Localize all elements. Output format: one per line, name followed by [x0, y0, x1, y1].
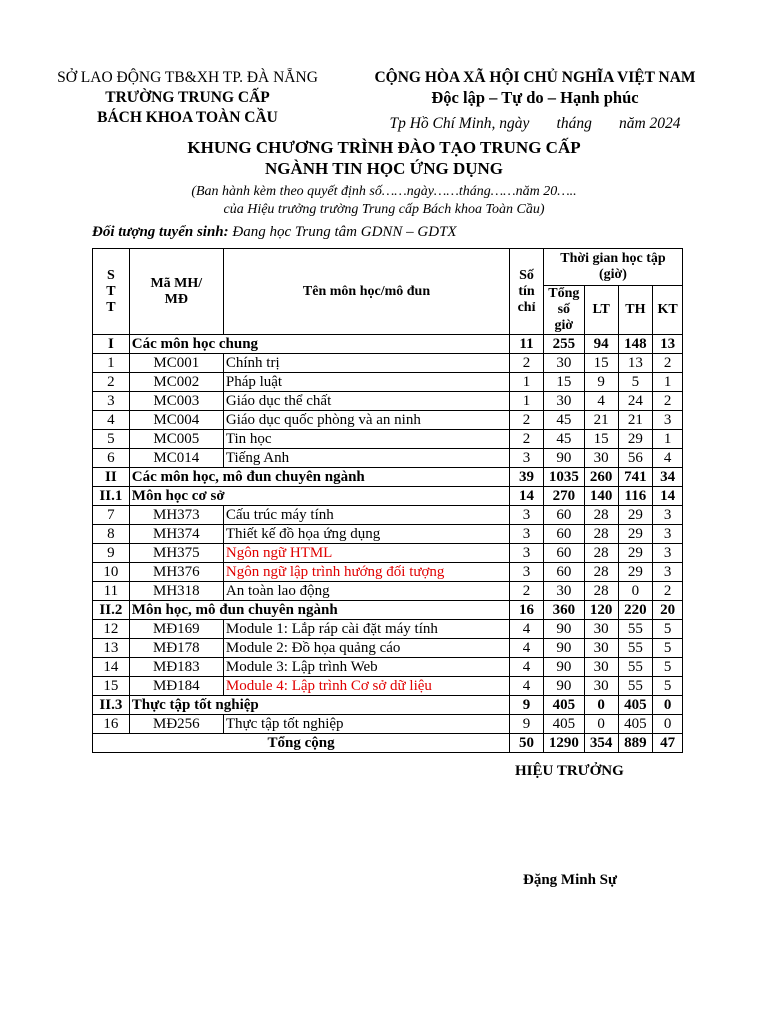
lt-cell: 94	[584, 335, 618, 354]
kt-cell: 3	[653, 411, 683, 430]
group-title-cell: Môn học cơ sở	[129, 487, 509, 506]
total-hours-cell: 30	[543, 392, 584, 411]
total-hours-cell: 90	[543, 639, 584, 658]
lt-cell: 0	[584, 696, 618, 715]
total-hours-cell: 60	[543, 525, 584, 544]
lt-cell: 30	[584, 639, 618, 658]
table-row	[93, 639, 683, 658]
credits-cell: 16	[510, 601, 544, 620]
subject-name-cell: Tiếng Anh	[223, 449, 509, 468]
subject-name-cell: Pháp luật	[223, 373, 509, 392]
total-lt-cell: 354	[584, 734, 618, 753]
credits-cell: 9	[510, 696, 544, 715]
stt-cell: 7	[93, 506, 130, 525]
stt-cell: 15	[93, 677, 130, 696]
header-code: Mã MH/ MĐ	[129, 249, 223, 335]
subject-name-cell: Module 3: Lập trình Web	[223, 658, 509, 677]
table-row	[93, 430, 683, 449]
total-kt-cell: 47	[653, 734, 683, 753]
total-hours-cell: 360	[543, 601, 584, 620]
kt-cell: 3	[653, 563, 683, 582]
stt-cell: II.2	[93, 601, 130, 620]
th-cell: 55	[618, 639, 653, 658]
stt-cell: 16	[93, 715, 130, 734]
stt-cell: II.1	[93, 487, 130, 506]
header-right	[355, 68, 715, 134]
code-cell: MH374	[129, 525, 223, 544]
table-group-row	[93, 601, 683, 620]
note-line1: (Ban hành kèm theo quyết định số……ngày……tháng……năm 20…..	[191, 184, 577, 199]
credits-cell: 2	[510, 354, 544, 373]
total-hours-cell: 30	[543, 354, 584, 373]
title-line2: NGÀNH TIN HỌC ỨNG DỤNG	[264, 159, 503, 178]
code-cell: MH376	[129, 563, 223, 582]
stt-cell: 9	[93, 544, 130, 563]
code-cell: MC001	[129, 354, 223, 373]
subject-name-cell: Module 4: Lập trình Cơ sở dữ liệu	[223, 677, 509, 696]
lt-cell: 9	[584, 373, 618, 392]
th-cell: 55	[618, 620, 653, 639]
credits-cell: 39	[510, 468, 544, 487]
code-cell: MĐ183	[129, 658, 223, 677]
kt-cell: 4	[653, 449, 683, 468]
total-hours-cell: 1290	[543, 734, 584, 753]
code-cell: MĐ178	[129, 639, 223, 658]
subject-name-cell: Giáo dục quốc phòng và an ninh	[223, 411, 509, 430]
kt-cell: 2	[653, 392, 683, 411]
th-cell: 21	[618, 411, 653, 430]
stt-cell: 5	[93, 430, 130, 449]
th-cell: 5	[618, 373, 653, 392]
decision-note	[0, 183, 768, 219]
group-title-cell: Các môn học, mô đun chuyên ngành	[129, 468, 509, 487]
kt-cell: 20	[653, 601, 683, 620]
kt-cell: 1	[653, 373, 683, 392]
th-cell: 29	[618, 544, 653, 563]
table-row	[93, 544, 683, 563]
total-hours-cell: 90	[543, 620, 584, 639]
stt-cell: 14	[93, 658, 130, 677]
subject-name-cell: Chính trị	[223, 354, 509, 373]
lt-cell: 0	[584, 715, 618, 734]
table-row	[93, 354, 683, 373]
code-cell: MC004	[129, 411, 223, 430]
note-line2: của Hiệu trưởng trường Trung cấp Bách khoa Toàn Cầu)	[223, 202, 545, 217]
table-row	[93, 392, 683, 411]
code-cell: MC003	[129, 392, 223, 411]
total-hours-cell: 60	[543, 563, 584, 582]
lt-cell: 120	[584, 601, 618, 620]
total-hours-cell: 45	[543, 411, 584, 430]
target-value: Đang học Trung tâm GDNN – GDTX	[228, 224, 457, 240]
title-line1: KHUNG CHƯƠNG TRÌNH ĐÀO TẠO TRUNG CẤP	[187, 138, 581, 157]
group-title-cell: Môn học, mô đun chuyên ngành	[129, 601, 509, 620]
subject-name-cell: Ngôn ngữ lập trình hướng đối tượng	[223, 563, 509, 582]
code-cell: MC002	[129, 373, 223, 392]
subject-name-cell: Module 1: Lắp ráp cài đặt máy tính	[223, 620, 509, 639]
th-cell: 116	[618, 487, 653, 506]
subject-name-cell: Module 2: Đồ họa quảng cáo	[223, 639, 509, 658]
table-body	[93, 335, 683, 753]
total-hours-cell: 90	[543, 449, 584, 468]
total-hours-cell: 255	[543, 335, 584, 354]
kt-cell: 13	[653, 335, 683, 354]
code-cell: MC014	[129, 449, 223, 468]
total-hours-cell: 1035	[543, 468, 584, 487]
credits-cell: 2	[510, 430, 544, 449]
lt-cell: 21	[584, 411, 618, 430]
signature-name: Đặng Minh Sự	[523, 872, 618, 888]
group-title-cell: Thực tập tốt nghiệp	[129, 696, 509, 715]
th-cell: 55	[618, 658, 653, 677]
table-row	[93, 715, 683, 734]
total-hours-cell: 90	[543, 677, 584, 696]
table-row	[93, 677, 683, 696]
credits-cell: 14	[510, 487, 544, 506]
document-title	[0, 137, 768, 179]
stt-cell: 12	[93, 620, 130, 639]
table-group-row	[93, 468, 683, 487]
national-motto: Độc lập – Tự do – Hạnh phúc	[431, 88, 639, 107]
kt-cell: 3	[653, 544, 683, 563]
th-cell: 0	[618, 582, 653, 601]
subject-name-cell: Thực tập tốt nghiệp	[223, 715, 509, 734]
table-group-row	[93, 696, 683, 715]
header-total-hours: Tổng số giờ	[543, 286, 584, 335]
credits-cell: 3	[510, 506, 544, 525]
credits-cell: 9	[510, 715, 544, 734]
credits-cell: 3	[510, 449, 544, 468]
target-label: Đối tượng tuyển sinh:	[92, 224, 229, 240]
kt-cell: 5	[653, 677, 683, 696]
th-cell: 29	[618, 563, 653, 582]
credits-cell: 11	[510, 335, 544, 354]
kt-cell: 5	[653, 658, 683, 677]
th-cell: 13	[618, 354, 653, 373]
stt-cell: 2	[93, 373, 130, 392]
kt-cell: 5	[653, 620, 683, 639]
credits-cell: 3	[510, 563, 544, 582]
th-cell: 56	[618, 449, 653, 468]
code-cell: MH373	[129, 506, 223, 525]
header-credits: Số tín chỉ	[510, 249, 544, 335]
credits-cell: 1	[510, 373, 544, 392]
lt-cell: 28	[584, 582, 618, 601]
subject-name-cell: Thiết kế đồ họa ứng dụng	[223, 525, 509, 544]
header-kt: KT	[653, 286, 683, 335]
subject-name-cell: Ngôn ngữ HTML	[223, 544, 509, 563]
lt-cell: 140	[584, 487, 618, 506]
table-header-row	[93, 249, 683, 286]
total-hours-cell: 45	[543, 430, 584, 449]
kt-cell: 3	[653, 525, 683, 544]
th-cell: 24	[618, 392, 653, 411]
header-time: Thời gian học tập (giờ)	[543, 249, 682, 286]
stt-cell: 3	[93, 392, 130, 411]
school-name-line2: BÁCH KHOA TOÀN CẦU	[97, 109, 278, 126]
credits-cell: 3	[510, 525, 544, 544]
header-name: Tên môn học/mô đun	[223, 249, 509, 335]
lt-cell: 28	[584, 525, 618, 544]
credits-cell: 4	[510, 620, 544, 639]
stt-cell: II	[93, 468, 130, 487]
credits-cell: 3	[510, 544, 544, 563]
total-label-cell: Tổng cộng	[93, 734, 510, 753]
enrollment-target	[92, 224, 457, 241]
table-group-row	[93, 335, 683, 354]
stt-cell: II.3	[93, 696, 130, 715]
table-total-row	[93, 734, 683, 753]
credits-cell: 2	[510, 582, 544, 601]
th-cell: 405	[618, 696, 653, 715]
school-name-line1: TRƯỜNG TRUNG CẤP	[105, 89, 270, 106]
kt-cell: 34	[653, 468, 683, 487]
code-cell: MH318	[129, 582, 223, 601]
header-lt: LT	[584, 286, 618, 335]
lt-cell: 30	[584, 658, 618, 677]
curriculum-table	[92, 248, 683, 753]
total-hours-cell: 60	[543, 544, 584, 563]
stt-cell: 4	[93, 411, 130, 430]
table-row	[93, 506, 683, 525]
subject-name-cell: Giáo dục thể chất	[223, 392, 509, 411]
stt-cell: 8	[93, 525, 130, 544]
th-cell: 29	[618, 430, 653, 449]
lt-cell: 28	[584, 506, 618, 525]
th-cell: 29	[618, 506, 653, 525]
stt-cell: 10	[93, 563, 130, 582]
table-row	[93, 411, 683, 430]
stt-cell: I	[93, 335, 130, 354]
stt-cell: 1	[93, 354, 130, 373]
code-cell: MC005	[129, 430, 223, 449]
kt-cell: 5	[653, 639, 683, 658]
lt-cell: 28	[584, 544, 618, 563]
credits-cell: 2	[510, 411, 544, 430]
total-hours-cell: 90	[543, 658, 584, 677]
kt-cell: 2	[653, 354, 683, 373]
total-hours-cell: 15	[543, 373, 584, 392]
code-cell: MH375	[129, 544, 223, 563]
lt-cell: 4	[584, 392, 618, 411]
header-stt: S T T	[93, 249, 130, 335]
total-hours-cell: 405	[543, 715, 584, 734]
kt-cell: 0	[653, 715, 683, 734]
national-title: CỘNG HÒA XÃ HỘI CHỦ NGHĨA VIỆT NAM	[374, 69, 696, 86]
lt-cell: 30	[584, 620, 618, 639]
subject-name-cell: An toàn lao động	[223, 582, 509, 601]
group-title-cell: Các môn học chung	[129, 335, 509, 354]
stt-cell: 6	[93, 449, 130, 468]
total-hours-cell: 30	[543, 582, 584, 601]
th-cell: 148	[618, 335, 653, 354]
credits-cell: 4	[510, 658, 544, 677]
header-left	[40, 68, 335, 128]
code-cell: MĐ169	[129, 620, 223, 639]
credits-cell: 4	[510, 677, 544, 696]
th-cell: 405	[618, 715, 653, 734]
department-name: SỞ LAO ĐỘNG TB&XH TP. ĐÀ NẴNG	[57, 69, 318, 86]
table-row	[93, 449, 683, 468]
total-th-cell: 889	[618, 734, 653, 753]
code-cell: MĐ184	[129, 677, 223, 696]
th-cell: 741	[618, 468, 653, 487]
code-cell: MĐ256	[129, 715, 223, 734]
kt-cell: 14	[653, 487, 683, 506]
th-cell: 220	[618, 601, 653, 620]
kt-cell: 1	[653, 430, 683, 449]
total-credits-cell: 50	[510, 734, 544, 753]
stt-cell: 11	[93, 582, 130, 601]
kt-cell: 0	[653, 696, 683, 715]
lt-cell: 15	[584, 354, 618, 373]
table-row	[93, 582, 683, 601]
header-th: TH	[618, 286, 653, 335]
credits-cell: 1	[510, 392, 544, 411]
lt-cell: 260	[584, 468, 618, 487]
total-hours-cell: 60	[543, 506, 584, 525]
total-hours-cell: 405	[543, 696, 584, 715]
subject-name-cell: Tin học	[223, 430, 509, 449]
signature-role: HIỆU TRƯỞNG	[515, 763, 624, 779]
lt-cell: 28	[584, 563, 618, 582]
table-row	[93, 373, 683, 392]
table-row	[93, 563, 683, 582]
table-row	[93, 658, 683, 677]
table-row	[93, 620, 683, 639]
subject-name-cell: Cấu trúc máy tính	[223, 506, 509, 525]
lt-cell: 15	[584, 430, 618, 449]
th-cell: 29	[618, 525, 653, 544]
total-hours-cell: 270	[543, 487, 584, 506]
stt-cell: 13	[93, 639, 130, 658]
table-row	[93, 525, 683, 544]
lt-cell: 30	[584, 449, 618, 468]
credits-cell: 4	[510, 639, 544, 658]
table-group-row	[93, 487, 683, 506]
document-date: Tp Hồ Chí Minh, ngày tháng năm 2024	[389, 115, 681, 132]
lt-cell: 30	[584, 677, 618, 696]
kt-cell: 2	[653, 582, 683, 601]
th-cell: 55	[618, 677, 653, 696]
kt-cell: 3	[653, 506, 683, 525]
